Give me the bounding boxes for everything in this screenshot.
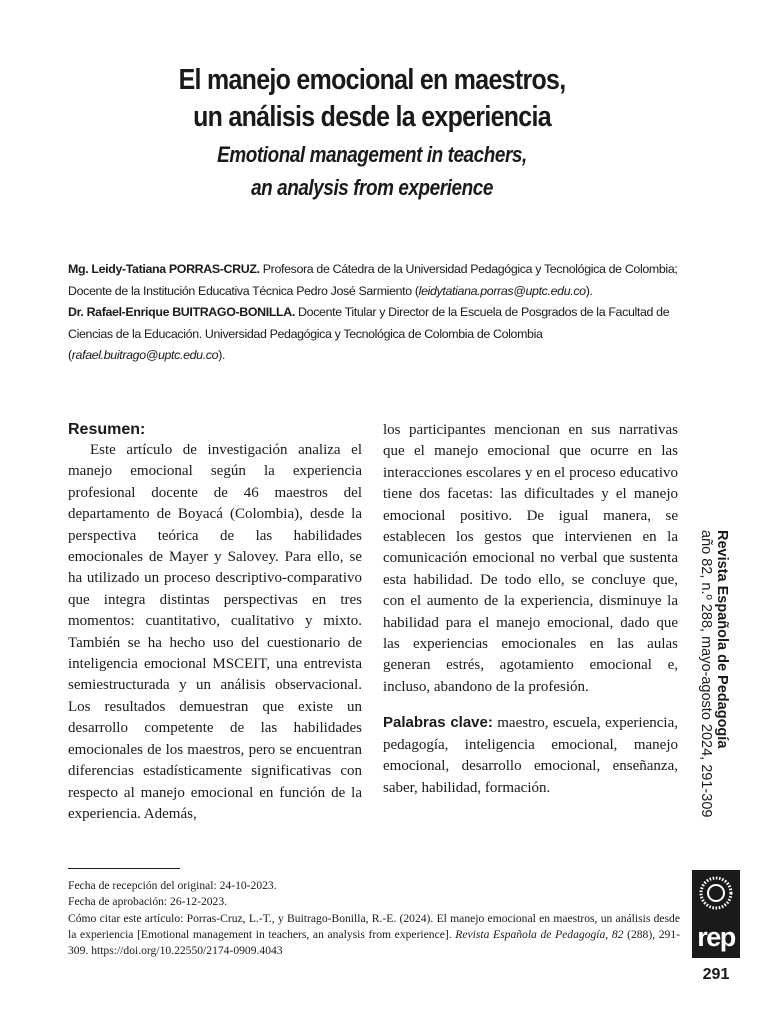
author-2	[68, 302, 688, 367]
journal-logo-icon	[692, 870, 740, 958]
footnotes	[68, 878, 680, 959]
journal-issue: año 82, n.º 288, mayo-agosto 2024, 291-309	[698, 530, 714, 818]
author-1-affiliation: Profesora de Cátedra de la Universidad Pedagógica y Tecnológica de Colombia; Docente de la Institución Educativa Técnica Pedro José Sarmiento (	[68, 262, 678, 298]
author-1-close: ).	[585, 283, 593, 298]
abstract-column-right	[383, 420, 678, 799]
footnote-approved: Fecha de aprobación: 26-12-2023.	[68, 895, 228, 909]
author-2-email[interactable]: rafael.buitrago@uptc.edu.co	[71, 348, 219, 362]
author-1-name: Mg. Leidy-Tatiana PORRAS-CRUZ.	[68, 262, 260, 276]
keywords-text: maestro, escuela, experiencia, pedagogía, inteligencia emocional, manejo emocional, desarrollo emocional, enseñanza, saber, habilidad, formación.	[383, 715, 678, 796]
title-spanish-line-1: El manejo emocional en maestros,	[178, 64, 566, 96]
title-block	[60, 62, 684, 204]
abstract-text-right: los participantes mencionan en sus narrativas que el manejo emocional que ocurre en las interacciones escolares y en el proceso educativo tiene dos facetas: las dificultades y el manejo emocional positivo. De igual manera, se establecen los gestos que intervienen en la comunicación emocional no verbal que sustenta esta habilidad. De todo ello, se concluye que, con el aumento de la experiencia, disminuye la habilidad para el manejo emocional, dado que las experiencias emocionales en las aulas generan estrés, agotamiento emocional e, incluso, abandono de la profesión.	[383, 422, 678, 695]
keywords	[383, 712, 678, 799]
abstract-column-left	[68, 420, 362, 825]
citation-suffix[interactable]: (288), 291-309. https://doi.org/10.22550/2174-0909.4043	[68, 927, 680, 958]
title-english-line-2: an analysis from experience	[251, 175, 493, 200]
citation-prefix: Cómo citar este artículo: Porras-Cruz, L.-T., y Buitrago-Bonilla, R.-E. (2024). El manejo emocional en maestros, un análisis desde la experiencia [Emotional management in teachers, an analysis from experience].	[68, 911, 680, 941]
title-english-line-1: Emotional management in teachers,	[217, 142, 527, 167]
journal-sidebar	[698, 530, 730, 860]
journal-name: Revista Española de Pedagogía	[714, 530, 730, 749]
keywords-label: Palabras clave:	[383, 714, 493, 732]
journal-logo-text: rep	[697, 922, 735, 952]
title-spanish-line-2: un análisis desde la experiencia	[193, 101, 551, 133]
authors-block	[68, 259, 688, 367]
footnote-divider	[68, 868, 180, 869]
author-1-email[interactable]: leidytatiana.porras@uptc.edu.co	[418, 283, 586, 298]
author-2-name: Dr. Rafael-Enrique BUITRAGO-BONILLA.	[68, 305, 295, 319]
abstract-text-left: Este artículo de investigación analiza el manejo emocional según la experiencia profesional docente de 46 maestros del departamento de Boyacá (Colombia), desde la perspectiva teórica de las habilidades emocionales de Mayer y Salovey. Para ello, se ha utilizado un proceso descriptivo-comparativo que integra distintas perspectivas en tres momentos: cuantitativo, cualitativo y mixto. También se ha hecho uso del cuestionario de inteligencia emocional MSCEIT, una entrevista semiestructurada y un análisis observacional. Los resultados demuestran que existe un desarrollo competente de las habilidades emocionales de los maestros, pero se encuentran diferencias estadísticamente significativas con respecto al manejo emocional en función de la experiencia. Además,	[68, 442, 362, 822]
citation-journal: Revista Española de Pedagogía, 82	[455, 927, 624, 941]
journal-logo	[692, 870, 740, 958]
footnote-received: Fecha de recepción del original: 24-10-2023.	[68, 879, 277, 892]
abstract-heading: Resumen:	[68, 421, 146, 438]
footnote-citation	[68, 911, 680, 960]
author-1	[68, 259, 688, 302]
author-2-close: ).	[218, 348, 226, 362]
page-number: 291	[702, 966, 730, 983]
author-2-affiliation: Docente Titular y Director de la Escuela de Posgrados de la Facultad de Ciencias de la Educación. Universidad Pedagógica y Tecnológica de Colombia de Colombia (	[68, 305, 670, 362]
